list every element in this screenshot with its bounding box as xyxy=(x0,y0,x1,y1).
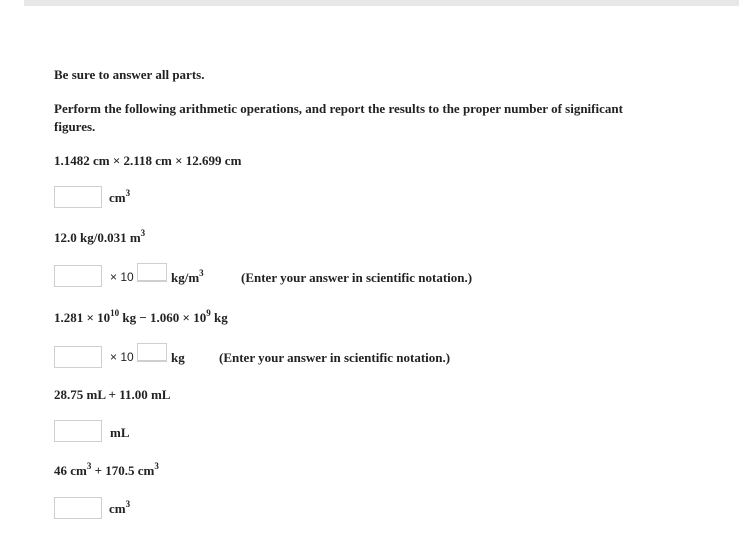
part3-exponent-underline xyxy=(137,361,167,362)
part4-unit: mL xyxy=(110,425,130,440)
part3-expression: $1.281 \times 10^{10}$ kg − $1.060 \times 10^9$ kg xyxy=(54,307,228,325)
part3-unit: kg xyxy=(171,350,185,365)
part3-times-ten: × 10 xyxy=(110,350,134,364)
part1-unit: $cm^3$ xyxy=(109,187,131,205)
part2-exponent-input[interactable] xyxy=(137,263,167,281)
instruction-answer-all: Be sure to answer all parts. xyxy=(54,67,205,82)
part2-times-ten: × 10 xyxy=(110,270,134,284)
part2-expression: 12.0 kg/0.031 $m^3$ xyxy=(54,227,146,245)
part5-expression: 46 $cm^3 + 170.5$ $cm^3$ xyxy=(54,460,159,478)
part1-answer-input[interactable] xyxy=(54,186,102,208)
top-border xyxy=(24,0,739,6)
instruction-line-1: Perform the following arithmetic operations, and report the results to the proper number of significant xyxy=(54,101,623,116)
part2-unit: $kg/m^3$ xyxy=(171,267,204,285)
instruction-line-2: figures. xyxy=(54,119,96,134)
part5-unit: $cm^3$ xyxy=(109,498,131,516)
part2-note: (Enter your answer in scientific notation.) xyxy=(241,270,473,285)
part2-mantissa-input[interactable] xyxy=(54,265,102,287)
part3-note: (Enter your answer in scientific notation.) xyxy=(219,350,451,365)
part4-expression: 28.75 mL + 11.00 mL xyxy=(54,387,171,402)
part3-mantissa-input[interactable] xyxy=(54,346,102,368)
part1-expression: 1.1482 cm × 2.118 cm × 12.699 cm xyxy=(54,153,242,168)
part5-answer-input[interactable] xyxy=(54,497,102,519)
part4-answer-input[interactable] xyxy=(54,420,102,442)
part3-exponent-input[interactable] xyxy=(137,343,167,361)
part2-exponent-underline xyxy=(137,281,167,282)
